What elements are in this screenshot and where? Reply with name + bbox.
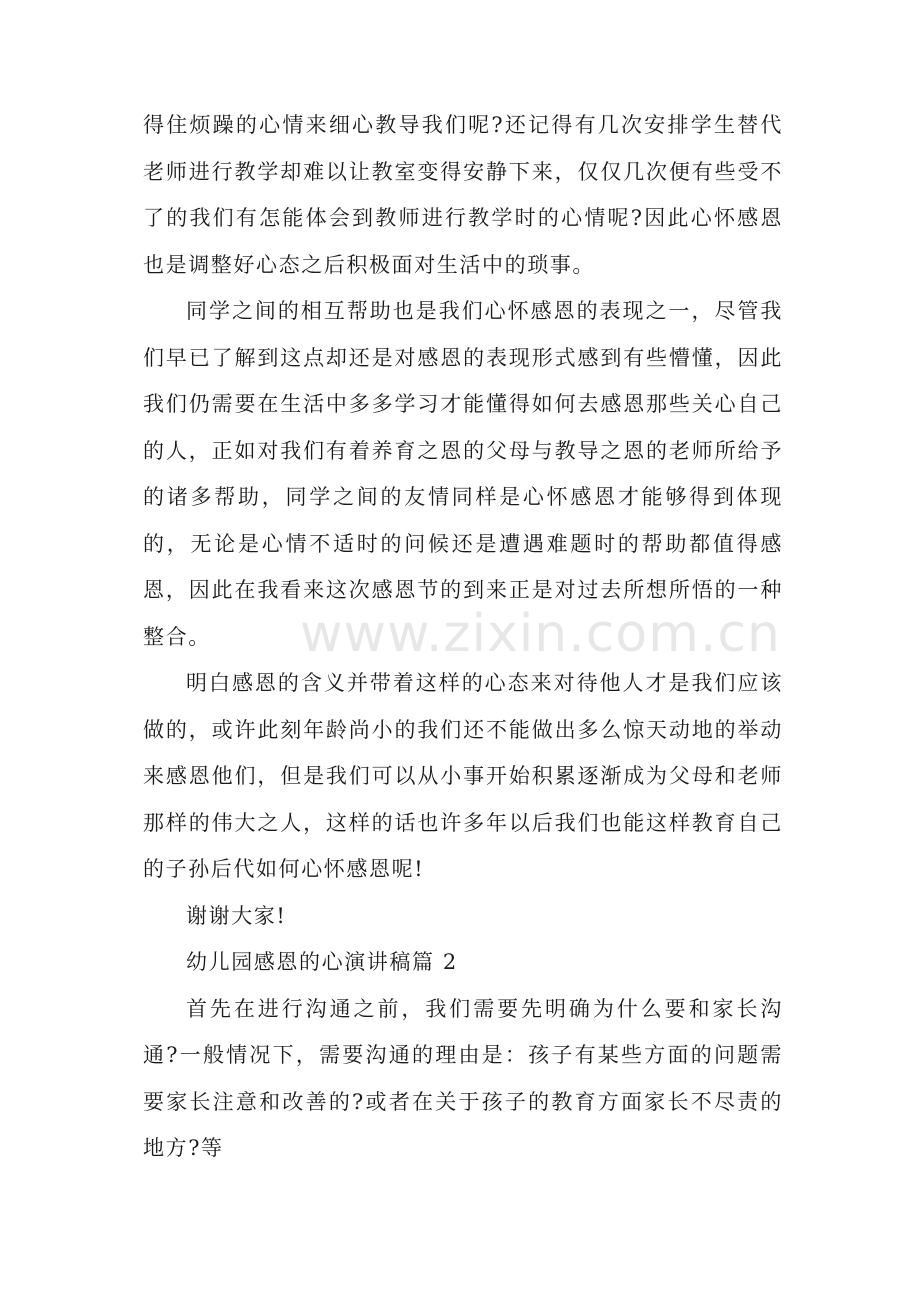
paragraph-thanks: 谢谢大家!	[186, 903, 287, 928]
watermark: www.zixin.com.cn	[300, 604, 781, 664]
section-heading: 幼儿园感恩的心演讲稿篇 2	[186, 950, 458, 974]
document-body	[143, 102, 783, 1172]
paragraph-2: 同学之间的相互帮助也是我们心怀感恩的表现之一，尽管我们早已了解到这点却还是对感恩的表现形式感到有些懵懂，因此我们仍需要在生活中多多学习才能懂得如何去感恩那些关心自己的人，正如对我们有着养育之恩的父母与教导之恩的老师所给予的诸多帮助，同学之间的友情同样是心怀感恩才能够得到体现的，无论是心情不适时的问候还是遭遇难题时的帮助都值得感恩，因此在我看来这次感恩节的到来正是对过去所想所悟的一种整合。	[143, 299, 783, 649]
paragraph-1: 得住烦躁的心情来细心教导我们呢?还记得有几次安排学生替代老师进行教学却难以让教室变得安静下来，仅仅几次便有些受不了的我们有怎能体会到教师进行教学时的心情呢?因此心怀感恩也是调整好心态之后积极面对生活中的琐事。	[143, 113, 783, 277]
paragraph-3: 明白感恩的含义并带着这样的心态来对待他人才是我们应该做的，或许此刻年龄尚小的我们还不能做出多么惊天动地的举动来感恩他们，但是我们可以从小事开始积累逐渐成为父母和老师那样的伟大之人，这样的话也许多年以后我们也能这样教育自己的子孙后代如何心怀感恩呢!	[143, 671, 783, 881]
paragraph-4: 首先在进行沟通之前，我们需要先明确为什么要和家长沟通?一般情况下，需要沟通的理由是：孩子有某些方面的问题需要家长注意和改善的?或者在关于孩子的教育方面家长不尽责的地方?等	[143, 996, 783, 1160]
